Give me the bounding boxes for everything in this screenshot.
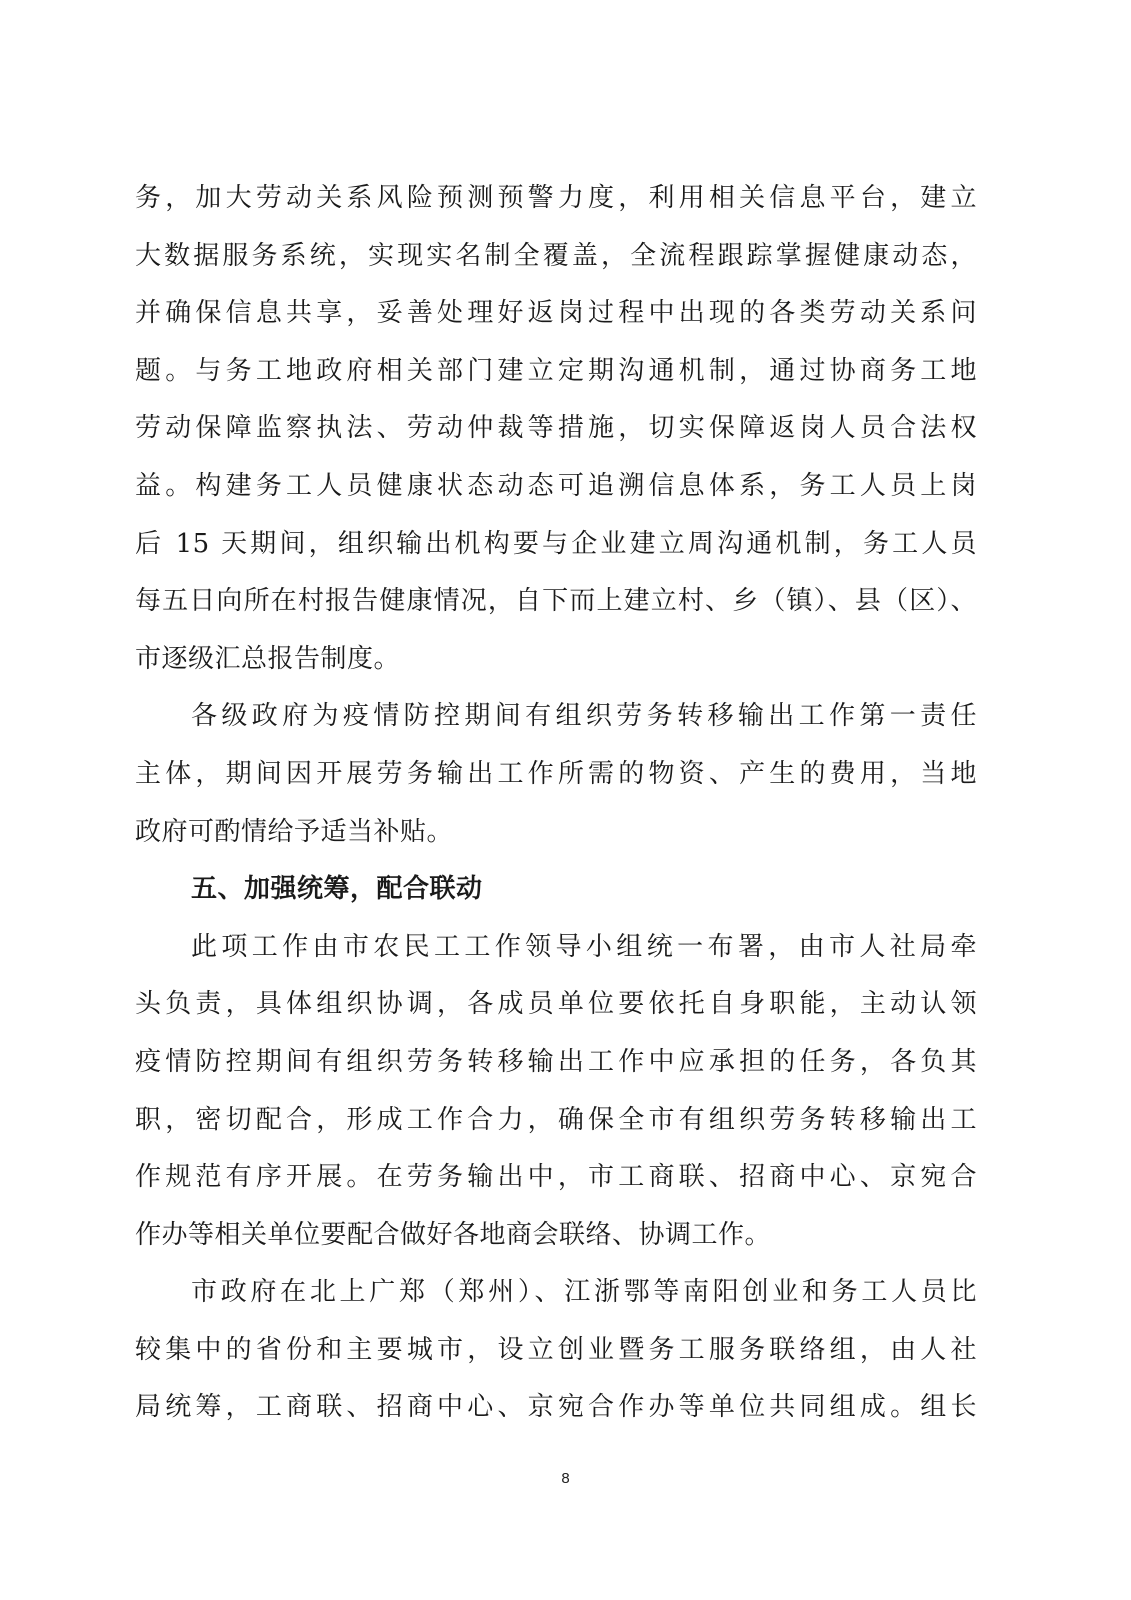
text-line: 作办等相关单位要配合做好各地商会联络、协调工作。 — [135, 1219, 772, 1250]
text-line: 此项工作由市农民工工作领导小组统一布署，由市人社局牵 — [191, 931, 977, 962]
text-line: 较集中的省份和主要城市，设立创业暨务工服务联络组，由人社 — [135, 1334, 977, 1365]
text-line: 疫情防控期间有组织劳务转移输出工作中应承担的任务，各负其 — [135, 1046, 977, 1077]
text-line: 题。与务工地政府相关部门建立定期沟通机制，通过协商务工地 — [135, 355, 977, 386]
text-line: 政府可酌情给予适当补贴。 — [135, 816, 454, 847]
text-line: 作规范有序开展。在劳务输出中，市工商联、招商中心、京宛合 — [135, 1162, 977, 1193]
section-heading: 五、加强统筹，配合联动 — [191, 874, 483, 905]
text-line: 并确保信息共享，妥善处理好返岗过程中出现的各类劳动关系问 — [135, 298, 977, 329]
document-body — [135, 170, 977, 1437]
text-line: 主体，期间因开展劳务输出工作所需的物资、产生的费用，当地 — [135, 758, 977, 789]
text-line: 各级政府为疫情防控期间有组织劳务转移输出工作第一责任 — [191, 701, 977, 732]
text-line: 益。构建务工人员健康状态动态可追溯信息体系，务工人员上岗 — [135, 470, 977, 501]
text-line: 局统筹，工商联、招商中心、京宛合作办等单位共同组成。组长 — [135, 1392, 977, 1423]
text-line: 务，加大劳动关系风险预测预警力度，利用相关信息平台，建立 — [135, 183, 977, 213]
text-line: 大数据服务系统，实现实名制全覆盖，全流程跟踪掌握健康动态， — [135, 240, 977, 271]
text-line: 劳动保障监察执法、劳动仲裁等措施，切实保障返岗人员合法权 — [135, 413, 977, 444]
text-line: 职，密切配合，形成工作合力，确保全市有组织劳务转移输出工 — [135, 1104, 977, 1135]
text-line: 市政府在北上广郑（郑州）、江浙鄂等南阳创业和务工人员比 — [191, 1277, 977, 1308]
text-line: 后 15 天期间，组织输出机构要与企业建立周沟通机制，务工人员 — [135, 528, 977, 559]
text-line: 每五日向所在村报告健康情况，自下而上建立村、乡（镇）、县（区）、 — [135, 586, 977, 617]
page-number: 8 — [561, 1470, 570, 1487]
text-line: 市逐级汇总报告制度。 — [135, 643, 401, 674]
text-line: 头负责，具体组织协调，各成员单位要依托自身职能，主动认领 — [135, 989, 977, 1020]
